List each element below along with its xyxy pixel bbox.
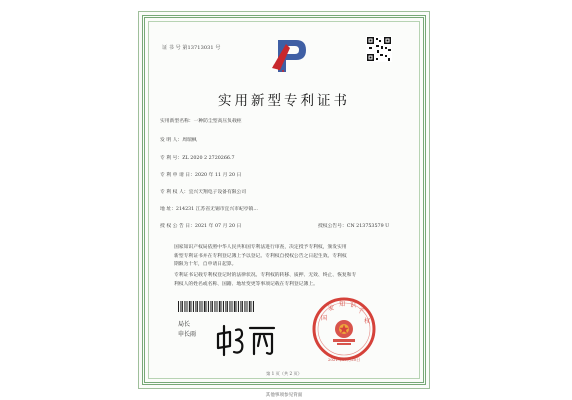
cnipa-logo-icon [266,34,310,78]
paragraph-line: 国家知识产权局依照中华人民共和国专利法进行审查，决定授予专利权，颁发实用 [174,245,347,250]
field-row [160,155,235,164]
certificate-number: 证 书 号 第13713031 号 [162,45,221,51]
field-value: 2020 年 11 月 20 日 [194,173,242,178]
svg-text:产: 产 [359,308,366,315]
paragraph-line: 利权人的姓名或名称、国籍、地址变更等事项记载在专利登记簿上。 [174,281,318,287]
field-label: 授 权 公 告 日： [160,224,195,229]
field-value: 一种防尘型高压负载柜 [193,119,242,124]
svg-text:识: 识 [350,302,357,309]
chief-name: 申长雨 [178,331,197,338]
field-label: 专 利 号： [160,156,183,161]
field-row [160,118,242,127]
svg-text:权: 权 [364,318,371,325]
field-row [160,189,246,198]
paragraph-line: 期限为十年，自申请日起算。 [174,262,237,267]
field-label: 实用新型名称： [160,119,194,124]
certificate-title: 实用新型专利证书 [218,93,350,109]
official-seal-icon [311,296,377,362]
field-label: 专 利 权 人： [160,190,189,195]
field-row [160,223,241,232]
field-value: 2021 年 07 月 20 日 [194,224,242,229]
svg-text:家: 家 [328,305,335,312]
qr-code-icon [366,36,392,62]
paragraph-line: 新型专利证书并在专利登记簿上予以登记。专利权自授权公告之日起生效。专利权 [174,253,347,259]
seal-date: 2021年07月20日 [327,357,361,362]
field-label: 专 利 申 请 日： [160,173,195,178]
svg-text:知: 知 [339,301,346,308]
below-caption: 其他事项参见背面 [265,393,303,398]
field-label: 地 址： [160,207,176,212]
field-value: 宜兴天翔电子设备有限公司 [188,190,247,195]
page-footer: 第 1 页（共 2 页） [266,371,302,376]
svg-text:国: 国 [321,315,328,322]
field-row [160,206,258,215]
field-label: 发 明 人： [160,138,183,143]
field-value: 周瑞枫 [182,138,197,143]
chief-block [178,320,196,340]
chief-title: 局长 [178,321,191,328]
field-value: 214231 江苏省无锡市宜兴市屺亭镇... [175,207,258,212]
publication-number: 授权公告号：CN 213753579 U [318,224,390,229]
barcode-icon [178,301,254,312]
field-row [160,172,241,181]
field-value: ZL 2020 2 2720266.7 [182,156,235,161]
paragraph-line: 专利证书记载专利权登记时的法律状况。专利权的转移、质押、无效、终止、恢复和专 [174,273,357,278]
signature-icon [212,322,282,358]
field-row [160,137,197,146]
